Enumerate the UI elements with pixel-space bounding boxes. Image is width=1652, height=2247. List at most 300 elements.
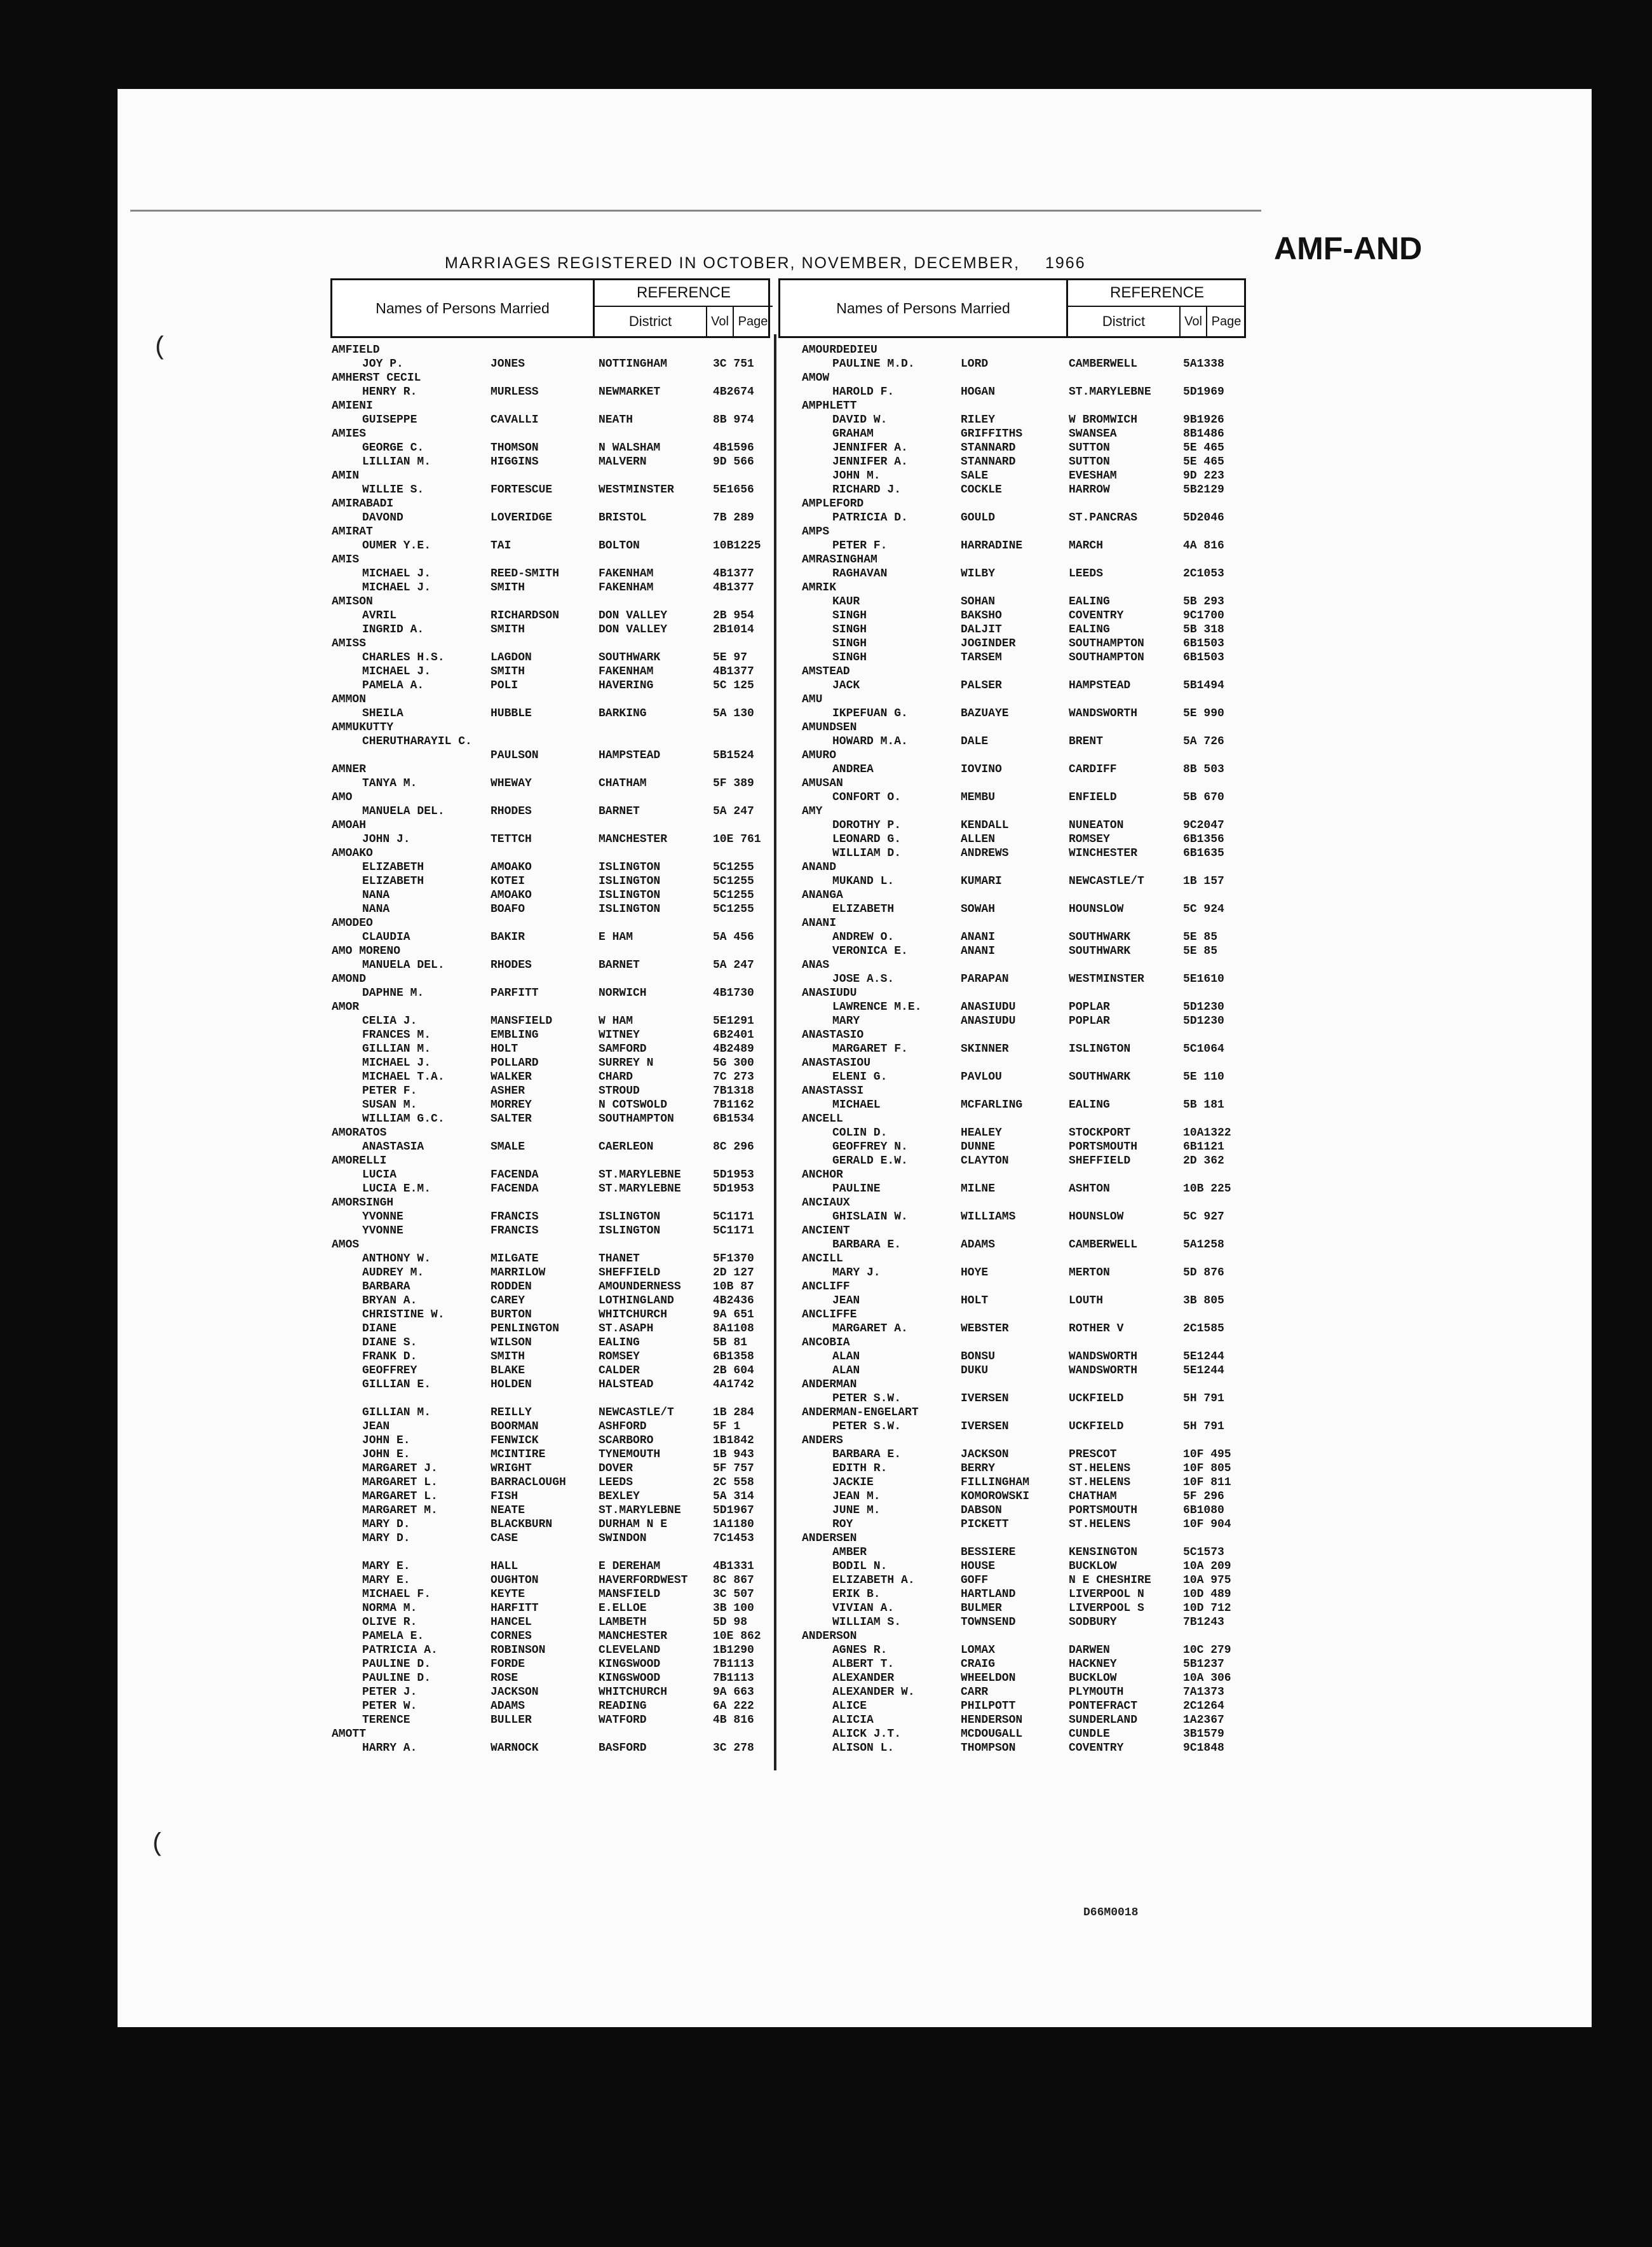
left-entries <box>332 343 770 1755</box>
vol-page: 7B 289 <box>713 512 754 524</box>
spouse-surname: DUKU <box>961 1364 989 1377</box>
spouse-surname: HARTLAND <box>961 1588 1016 1601</box>
given-name: EDITH R. <box>832 1462 888 1475</box>
given-name: PAMELA E. <box>362 1630 424 1643</box>
index-entry <box>332 1168 770 1182</box>
vol-page: 5E1656 <box>713 484 754 496</box>
given-name: DAPHNE M. <box>362 987 424 1000</box>
given-name: GILLIAN M. <box>362 1043 431 1056</box>
district: COVENTRY <box>1069 609 1124 622</box>
spouse-surname: HEALEY <box>961 1127 1002 1139</box>
index-entry <box>802 930 1247 944</box>
surname: AMOAKO <box>332 847 373 860</box>
title-text: MARRIAGES REGISTERED IN OCTOBER, NOVEMBER, DECEMBER, <box>445 254 1020 272</box>
district: LIVERPOOL N <box>1069 1588 1144 1601</box>
index-entry <box>802 1504 1247 1517</box>
vol-page: 5D1230 <box>1183 1001 1224 1014</box>
index-entry <box>802 1685 1247 1699</box>
district: ST.MARYLEBNE <box>599 1504 681 1517</box>
spouse-surname: TOWNSEND <box>961 1616 1016 1629</box>
district: SOUTHWARK <box>599 651 661 664</box>
spouse-surname: BLACKBURN <box>491 1518 553 1531</box>
index-entry <box>332 832 770 846</box>
given-name: GEOFFREY <box>362 1364 417 1377</box>
spouse-surname: JACKSON <box>961 1448 1009 1461</box>
index-entry <box>332 441 770 455</box>
district: SOUTHWARK <box>1069 945 1131 958</box>
index-entry <box>332 693 770 707</box>
index-entry <box>332 1643 770 1657</box>
given-name: PAULINE D. <box>362 1658 431 1671</box>
given-name: SUSAN M. <box>362 1099 417 1111</box>
given-name: HARRY A. <box>362 1742 417 1755</box>
index-entry <box>802 553 1247 567</box>
spouse-surname: JACKSON <box>491 1686 539 1699</box>
index-entry <box>332 1727 770 1741</box>
spouse-surname: FORDE <box>491 1658 525 1671</box>
index-entry <box>802 1196 1247 1210</box>
given-name: SINGH <box>832 609 867 622</box>
spouse-surname: HOUSE <box>961 1560 996 1573</box>
index-entry <box>332 1671 770 1685</box>
index-entry <box>332 944 770 958</box>
index-entry <box>332 413 770 427</box>
vol-page: 10A 209 <box>1183 1560 1231 1573</box>
surname: ANAS <box>802 959 830 972</box>
district: LEEDS <box>599 1476 633 1489</box>
index-entry <box>332 1462 770 1476</box>
spouse-surname: HARRADINE <box>961 540 1023 552</box>
index-entry <box>802 343 1247 357</box>
district: EALING <box>1069 595 1110 608</box>
given-name: WILLIE S. <box>362 484 424 496</box>
given-name: PETER S.W. <box>832 1392 902 1405</box>
index-entry <box>332 1420 770 1434</box>
spouse-surname: HARFITT <box>491 1602 539 1615</box>
district: BARNET <box>599 959 640 972</box>
district: NEWCASTLE/T <box>599 1406 674 1419</box>
district: NEWCASTLE/T <box>1069 875 1144 888</box>
surname: AMIES <box>332 428 367 440</box>
district: DARWEN <box>1069 1644 1110 1657</box>
spouse-surname: THOMSON <box>491 442 539 454</box>
spouse-surname: FISH <box>491 1490 518 1503</box>
vol-page: 2D 362 <box>1183 1155 1224 1167</box>
index-entry <box>332 1154 770 1168</box>
district: MANCHESTER <box>599 833 668 846</box>
vol-page: 5E 990 <box>1183 707 1224 720</box>
district: WHITCHURCH <box>599 1686 668 1699</box>
index-entry <box>802 371 1247 385</box>
vol-page: 5E 110 <box>1183 1071 1224 1083</box>
index-entry <box>802 665 1247 679</box>
vol-page: 1B 943 <box>713 1448 754 1461</box>
spouse-surname: REED-SMITH <box>491 567 560 580</box>
index-entry <box>332 1699 770 1713</box>
given-name: NANA <box>362 889 390 902</box>
vol-page: 5G 300 <box>713 1057 754 1069</box>
names-header: Names of Persons Married <box>332 280 595 336</box>
spouse-surname: MILGATE <box>491 1252 539 1265</box>
index-entry <box>802 469 1247 483</box>
index-range: AMF-AND <box>1274 231 1423 266</box>
spouse-surname: WILBY <box>961 567 996 580</box>
index-entry <box>802 874 1247 888</box>
spouse-surname: PARAPAN <box>961 973 1009 986</box>
spouse-surname: DABSON <box>961 1504 1002 1517</box>
vol-page: 4B1730 <box>713 987 754 1000</box>
index-entry <box>802 413 1247 427</box>
surname: ANCLIFFE <box>802 1308 857 1321</box>
surname: ANCILL <box>802 1252 843 1265</box>
index-entry <box>332 567 770 581</box>
vol-page: 7B1113 <box>713 1672 754 1685</box>
vol-page: 9C2047 <box>1183 819 1224 832</box>
spouse-surname: BAKSHO <box>961 609 1002 622</box>
district: ST.PANCRAS <box>1069 512 1138 524</box>
spouse-surname: RILEY <box>961 414 996 426</box>
spouse-surname: CAVALLI <box>491 414 539 426</box>
spouse-surname: GOFF <box>961 1574 989 1587</box>
vol-page: 1A2367 <box>1183 1714 1224 1727</box>
spouse-surname: SALE <box>961 470 989 482</box>
district: POPLAR <box>1069 1001 1110 1014</box>
spouse-surname: MEMBU <box>961 791 996 804</box>
district: ISLINGTON <box>599 875 661 888</box>
district: BARKING <box>599 707 647 720</box>
surname: ANAND <box>802 861 837 874</box>
index-entry <box>802 637 1247 651</box>
district: ROMSEY <box>599 1350 640 1363</box>
spouse-surname: HOLDEN <box>491 1378 532 1391</box>
spouse-surname: JONES <box>491 358 525 370</box>
given-name: RICHARD J. <box>832 484 902 496</box>
index-entry <box>802 567 1247 581</box>
index-entry <box>332 818 770 832</box>
district: SOUTHWARK <box>1069 1071 1131 1083</box>
spouse-surname: ANANI <box>961 945 996 958</box>
district: ST.MARYLEBNE <box>599 1183 681 1195</box>
given-name: JOHN E. <box>362 1448 410 1461</box>
vol-page: 5A 726 <box>1183 735 1224 748</box>
surname: AMOAH <box>332 819 367 832</box>
given-name: LEONARD G. <box>832 833 902 846</box>
district: E.ELLOE <box>599 1602 647 1615</box>
vol-page: 6B1121 <box>1183 1141 1224 1153</box>
index-entry <box>332 1587 770 1601</box>
spouse-surname: TARSEM <box>961 651 1002 664</box>
given-name: MICHAEL J. <box>362 581 431 594</box>
index-entry <box>332 1615 770 1629</box>
index-entry <box>332 1280 770 1294</box>
vol-page: 5C1064 <box>1183 1043 1224 1056</box>
index-entry <box>332 399 770 413</box>
district: STROUD <box>599 1085 640 1097</box>
index-entry <box>332 1000 770 1014</box>
vol-page: 5D 98 <box>713 1616 748 1629</box>
given-name: PETER S.W. <box>832 1420 902 1433</box>
district: EALING <box>1069 1099 1110 1111</box>
index-entry <box>802 1448 1247 1462</box>
index-entry <box>332 427 770 441</box>
given-name: ELIZABETH A. <box>832 1574 915 1587</box>
vol-page: 5E 85 <box>1183 945 1218 958</box>
spouse-surname: MANSFIELD <box>491 1015 553 1028</box>
punch-mark-top: ( <box>152 334 168 362</box>
vol-page: 5C 924 <box>1183 903 1224 916</box>
spouse-surname: KOTEI <box>491 875 525 888</box>
spouse-surname: LAGDON <box>491 651 532 664</box>
spouse-surname: POLLARD <box>491 1057 539 1069</box>
district: HARROW <box>1069 484 1110 496</box>
spouse-surname: FRANCIS <box>491 1211 539 1223</box>
right-entries <box>802 343 1247 1755</box>
given-name: WILLIAM S. <box>832 1616 902 1629</box>
spouse-surname: WEBSTER <box>961 1322 1009 1335</box>
index-entry <box>802 1336 1247 1350</box>
index-entry <box>802 1545 1247 1559</box>
index-entry <box>802 972 1247 986</box>
top-rule <box>130 210 1261 212</box>
surname: AMOW <box>802 372 830 384</box>
district: ISLINGTON <box>1069 1043 1131 1056</box>
index-entry <box>332 1476 770 1490</box>
given-name: GRAHAM <box>832 428 874 440</box>
index-entry <box>332 1545 770 1559</box>
vol-page: 4B1377 <box>713 567 754 580</box>
district: WANDSWORTH <box>1069 1350 1138 1363</box>
district: LOUTH <box>1069 1294 1104 1307</box>
spouse-surname: BAKIR <box>491 931 525 944</box>
spouse-surname: TETTCH <box>491 833 532 846</box>
index-entry <box>802 1713 1247 1727</box>
spouse-surname: MURLESS <box>491 386 539 398</box>
given-name: JENNIFER A. <box>832 442 908 454</box>
given-name: ANTHONY W. <box>362 1252 431 1265</box>
vol-page: 1A1180 <box>713 1518 754 1531</box>
vol-page: 10B 87 <box>713 1280 754 1293</box>
district: STOCKPORT <box>1069 1127 1131 1139</box>
spouse-surname: MARRILOW <box>491 1266 546 1279</box>
vol-page: 5F 757 <box>713 1462 754 1475</box>
vol-page: 9D 566 <box>713 456 754 468</box>
vol-page: 2C1585 <box>1183 1322 1224 1335</box>
surname: AMSTEAD <box>802 665 850 678</box>
vol-page: 3C 751 <box>713 358 754 370</box>
surname: AMOTT <box>332 1728 367 1741</box>
index-entry <box>332 791 770 804</box>
given-name: JACKIE <box>832 1476 874 1489</box>
given-name: VIVIAN A. <box>832 1602 895 1615</box>
index-entry <box>802 1587 1247 1601</box>
vol-page: 8C 867 <box>713 1574 754 1587</box>
spouse-surname: MORREY <box>491 1099 532 1111</box>
surname: AMPHLETT <box>802 400 857 412</box>
surname: ANASTASIOU <box>802 1057 871 1069</box>
index-entry <box>802 888 1247 902</box>
vol-page: 2C 558 <box>713 1476 754 1489</box>
district: ISLINGTON <box>599 1211 661 1223</box>
index-entry <box>332 469 770 483</box>
given-name: MUKAND L. <box>832 875 895 888</box>
vol-page: 5C1255 <box>713 861 754 874</box>
index-entry <box>802 609 1247 623</box>
given-name: ALBERT T. <box>832 1658 895 1671</box>
vol-page: 1B 157 <box>1183 875 1224 888</box>
index-entry <box>332 1238 770 1252</box>
given-name: PATRICIA A. <box>362 1644 438 1657</box>
district: CHATHAM <box>1069 1490 1117 1503</box>
spouse-surname: CRAIG <box>961 1658 996 1671</box>
district: THANET <box>599 1252 640 1265</box>
vol-page: 5B1237 <box>1183 1658 1224 1671</box>
spouse-surname: KENDALL <box>961 819 1009 832</box>
district: WANDSWORTH <box>1069 1364 1138 1377</box>
index-entry <box>802 1294 1247 1308</box>
index-entry <box>332 1685 770 1699</box>
index-entry <box>332 1573 770 1587</box>
vol-page: 4A1742 <box>713 1378 754 1391</box>
index-entry <box>802 958 1247 972</box>
spouse-surname: DALE <box>961 735 989 748</box>
given-name: MARY <box>832 1015 860 1028</box>
district: BASFORD <box>599 1742 647 1755</box>
index-entry <box>802 804 1247 818</box>
given-name: VERONICA E. <box>832 945 908 958</box>
spouse-surname: CARR <box>961 1686 989 1699</box>
given-name: ERIK B. <box>832 1588 881 1601</box>
index-entry <box>332 1252 770 1266</box>
spouse-surname: GOULD <box>961 512 996 524</box>
surname: AMNER <box>332 763 367 776</box>
index-entry <box>802 1112 1247 1126</box>
vol-page: 2B1014 <box>713 623 754 636</box>
index-entry <box>332 483 770 497</box>
given-name: PETER F. <box>362 1085 417 1097</box>
given-name: GHISLAIN W. <box>832 1211 908 1223</box>
given-name: DAVOND <box>362 512 403 524</box>
given-name: JUNE M. <box>832 1504 881 1517</box>
vol-page: 10E 862 <box>713 1630 761 1643</box>
spouse-surname: JOGINDER <box>961 637 1016 650</box>
vol-page: 5C1255 <box>713 875 754 888</box>
index-entry <box>332 385 770 399</box>
district: BOLTON <box>599 540 640 552</box>
names-header: Names of Persons Married <box>780 280 1068 336</box>
index-entry <box>802 1140 1247 1154</box>
vol-page: 2D 127 <box>713 1266 754 1279</box>
index-entry <box>802 1266 1247 1280</box>
spouse-surname: AMOAKO <box>491 889 532 902</box>
district: AMOUNDERNESS <box>599 1280 681 1293</box>
index-entry <box>332 749 770 763</box>
district: N E CHESHIRE <box>1069 1574 1151 1587</box>
district: READING <box>599 1700 647 1713</box>
spouse-surname: BURTON <box>491 1308 532 1321</box>
given-name: MARY E. <box>362 1574 410 1587</box>
vol-page: 9C1700 <box>1183 609 1224 622</box>
district: ROMSEY <box>1069 833 1110 846</box>
given-name: BARBARA E. <box>832 1448 902 1461</box>
index-entry <box>802 1601 1247 1615</box>
index-entry <box>332 735 770 749</box>
vol-page: 5C1171 <box>713 1211 754 1223</box>
district: E DEREHAM <box>599 1560 661 1573</box>
page-header: Page <box>738 314 768 329</box>
district: PONTEFRACT <box>1069 1700 1138 1713</box>
given-name: GILLIAN E. <box>362 1378 431 1391</box>
vol-page: 5C1255 <box>713 903 754 916</box>
spouse-surname: IVERSEN <box>961 1420 1009 1433</box>
index-entry <box>802 623 1247 637</box>
spouse-surname: POLI <box>491 679 518 692</box>
district: CHARD <box>599 1071 633 1083</box>
vol-page: 5D1953 <box>713 1169 754 1181</box>
vol-page: 8B1486 <box>1183 428 1224 440</box>
index-entry <box>332 371 770 385</box>
surname: ANCHOR <box>802 1169 843 1181</box>
index-entry <box>802 735 1247 749</box>
given-name: MANUELA DEL. <box>362 805 445 818</box>
district: FAKENHAM <box>599 581 654 594</box>
index-entry <box>802 511 1247 525</box>
index-entry <box>332 804 770 818</box>
given-name: BODIL N. <box>832 1560 888 1573</box>
index-entry <box>332 1629 770 1643</box>
index-entry <box>802 791 1247 804</box>
vol-page: 5A 456 <box>713 931 754 944</box>
spouse-surname: DUNNE <box>961 1141 996 1153</box>
district: ST.HELENS <box>1069 1476 1131 1489</box>
vol-page: 5A1338 <box>1183 358 1224 370</box>
vol-page: 10F 811 <box>1183 1476 1231 1489</box>
surname: ANASTASSI <box>802 1085 864 1097</box>
vol-page: 1B1290 <box>713 1644 754 1657</box>
vol-page: 9A 663 <box>713 1686 754 1699</box>
index-entry <box>802 1308 1247 1322</box>
district: BUCKLOW <box>1069 1560 1117 1573</box>
vol-page: 4B2436 <box>713 1294 754 1307</box>
spouse-surname: SMITH <box>491 1350 525 1363</box>
vol-page: 3C 278 <box>713 1742 754 1755</box>
spouse-surname: STANNARD <box>961 442 1016 454</box>
given-name: MICHAEL J. <box>362 665 431 678</box>
vol-page: 5F 296 <box>1183 1490 1224 1503</box>
district: CAMBERWELL <box>1069 358 1138 370</box>
given-name: SHEILA <box>362 707 403 720</box>
index-entry <box>332 1084 770 1098</box>
index-entry <box>802 679 1247 693</box>
vol-header: Vol <box>707 307 734 336</box>
vol-page: 7B1162 <box>713 1099 754 1111</box>
surname: AMY <box>802 805 823 818</box>
index-entry <box>332 888 770 902</box>
district: HAVERING <box>599 679 654 692</box>
spouse-surname: LORD <box>961 358 989 370</box>
district: SOUTHWARK <box>1069 931 1131 944</box>
surname: AMODEO <box>332 917 373 930</box>
index-entry <box>332 1559 770 1573</box>
index-entry <box>332 930 770 944</box>
district: HACKNEY <box>1069 1658 1117 1671</box>
index-entry <box>332 1308 770 1322</box>
vol-page: 8B 974 <box>713 414 754 426</box>
spouse-surname: ALLEN <box>961 833 996 846</box>
given-name: MARGARET L. <box>362 1476 438 1489</box>
spouse-surname: BERRY <box>961 1462 996 1475</box>
spouse-surname: PENLINGTON <box>491 1322 560 1335</box>
index-entry <box>332 972 770 986</box>
